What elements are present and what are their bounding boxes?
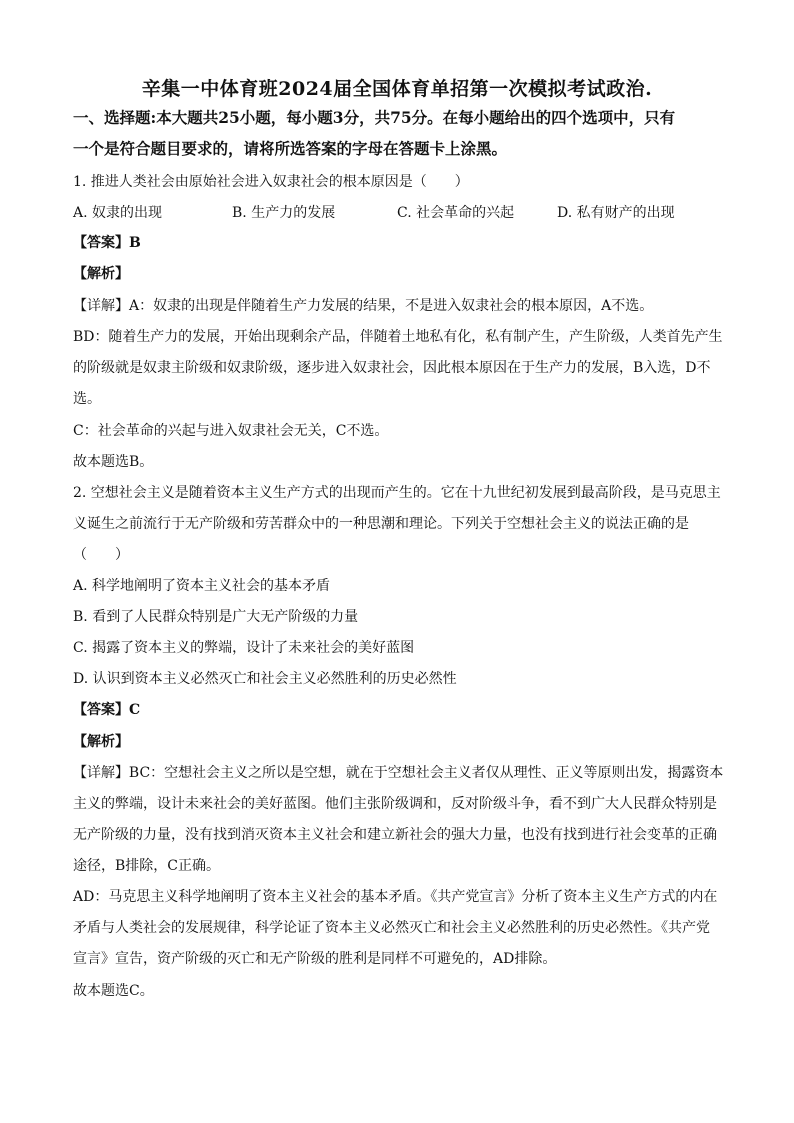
q2-stem-line-2: 义诞生之前流行于无产阶级和劳苦群众中的一种思潮和理论。下列关于空想社会主义的说法正确的是 <box>73 516 689 532</box>
q1-option-c: C. 社会革命的兴起 <box>397 205 515 221</box>
q2-detail-line-1: 【详解】BC：空想社会主义之所以是空想，就在于空想社会主义者仅从理性、正义等原则出发，揭露资本 <box>73 765 724 781</box>
q2-option-d: D. 认识到资本主义必然灭亡和社会主义必然胜利的历史必然性 <box>73 671 457 687</box>
section-heading-line-2: 一个是符合题目要求的，请将所选答案的字母在答题卡上涂黑。 <box>73 139 508 158</box>
q2-detail-line-2: 主义的弊端，设计未来社会的美好蓝图。他们主张阶级调和，反对阶级斗争，看不到广大人民群众特别是 <box>73 796 717 812</box>
q1-option-b: B. 生产力的发展 <box>232 205 336 221</box>
q1-detail-line-1: 【详解】A：奴隶的出现是伴随着生产力发展的结果，不是进入奴隶社会的根本原因，A不选。 <box>73 298 654 314</box>
q2-detail-line-7: 宣言》宣告，资产阶级的灭亡和无产阶级的胜利是同样不可避免的，AD排除。 <box>73 951 557 967</box>
page-title: 辛集一中体育班2024届全国体育单招第一次模拟考试政治. <box>141 78 653 100</box>
q2-detail-line-5: AD：马克思主义科学地阐明了资本主义社会的基本矛盾。《共产党宣言》分析了资本主义生产方式的内在 <box>73 889 718 905</box>
q1-stem: 1. 推进人类社会由原始社会进入奴隶社会的根本原因是（ ） <box>73 174 469 190</box>
q1-answer: 【答案】B <box>73 235 141 251</box>
q2-option-a: A. 科学地阐明了资本主义社会的基本矛盾 <box>73 578 331 594</box>
q2-analysis-label: 【解析】 <box>73 734 129 750</box>
q1-detail-line-5: C：社会革命的兴起与进入奴隶社会无关，C不选。 <box>73 423 389 439</box>
q1-detail-line-4: 选。 <box>73 391 101 407</box>
q2-conclusion: 故本题选C。 <box>73 983 154 999</box>
q2-option-c: C. 揭露了资本主义的弊端，设计了未来社会的美好蓝图 <box>73 640 415 656</box>
q1-conclusion: 故本题选B。 <box>73 454 154 470</box>
q1-detail-line-3: 的阶级就是奴隶主阶级和奴隶阶级，逐步进入奴隶社会，因此根本原因在于生产力的发展，B入选，D不 <box>73 360 711 376</box>
q2-answer: 【答案】C <box>73 702 141 718</box>
section-heading-line-1: 一、选择题:本大题共25小题，每小题3分，共75分。在每小题给出的四个选项中，只有 <box>73 108 676 127</box>
q1-option-a: A. 奴隶的出现 <box>73 205 163 221</box>
q1-option-d: D. 私有财产的出现 <box>557 205 675 221</box>
q2-stem-line-3: （ ） <box>73 547 129 563</box>
q1-detail-line-2: BD：随着生产力的发展，开始出现剩余产品，伴随着土地私有化，私有制产生，产生阶级，人类首先产生 <box>73 329 723 345</box>
q2-detail-line-6: 矛盾与人类社会的发展规律，科学论证了资本主义必然灭亡和社会主义必然胜利的历史必然性。《共产党 <box>73 920 710 936</box>
q1-analysis-label: 【解析】 <box>73 266 129 282</box>
q2-detail-line-3: 无产阶级的力量，没有找到消灭资本主义社会和建立新社会的强大力量，也没有找到进行社会变革的正确 <box>73 827 717 843</box>
q2-detail-line-4: 途径，B排除，C正确。 <box>73 858 220 874</box>
q2-stem-line-1: 2. 空想社会主义是随着资本主义生产方式的出现而产生的。它在十九世纪初发展到最高阶段，是马克思主 <box>73 485 721 501</box>
q2-option-b: B. 看到了人民群众特别是广大无产阶级的力量 <box>73 609 359 625</box>
